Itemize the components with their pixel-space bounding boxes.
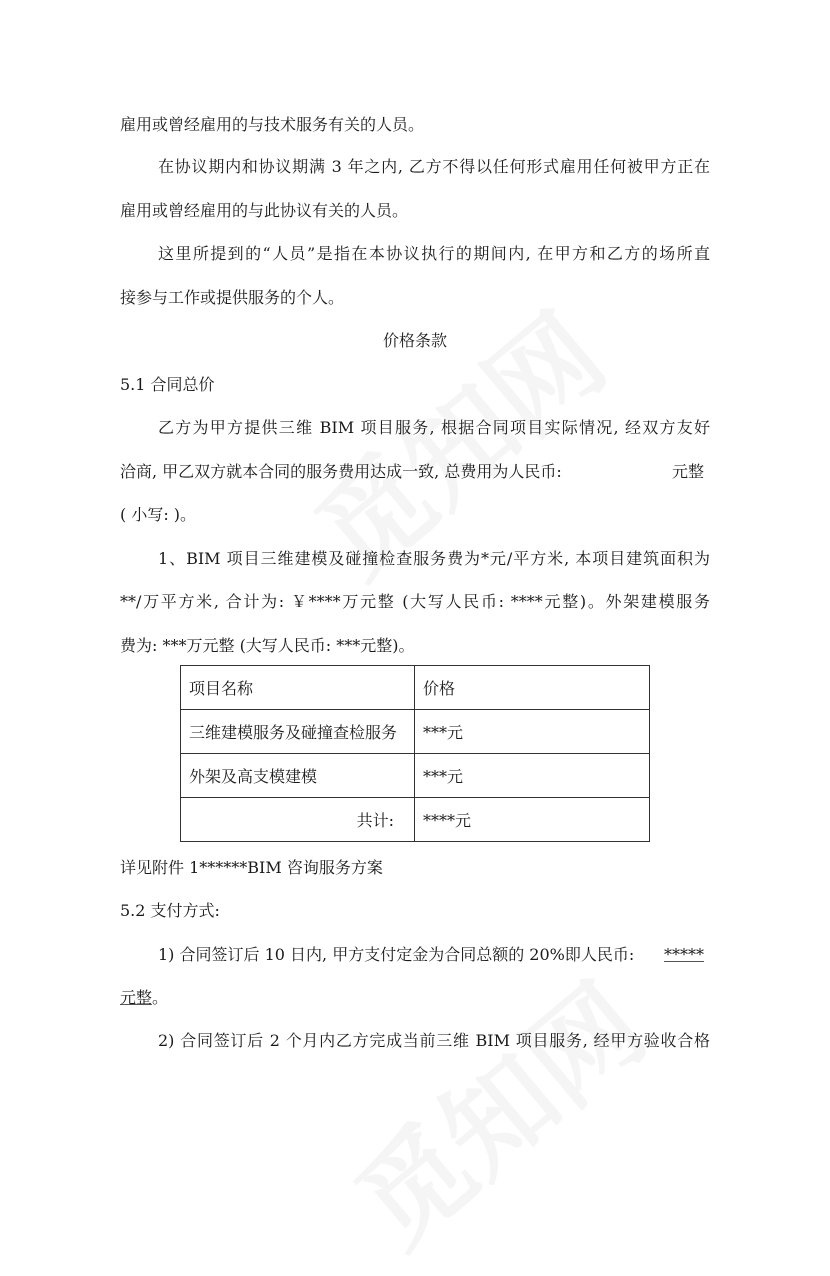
section-heading-5-2: 5.2 支付方式:: [120, 901, 220, 920]
table-total-value: ****元: [415, 798, 650, 842]
paragraph-line: 在协议期内和协议期满 3 年之内, 乙方不得以任何形式雇用任何被甲方正在: [158, 157, 710, 176]
currency-suffix: 元整: [671, 462, 704, 481]
paragraph-line: 雇用或曾经雇用的与技术服务有关的人员。: [120, 115, 425, 134]
table-cell: ***元: [415, 710, 650, 754]
list-item-line: **/万平方米, 合计为: ￥****万元整 (大写人民币: ****元整)。外架建模服务: [120, 592, 710, 611]
table-total-label: 共计:: [181, 798, 415, 842]
table-header-cell: 价格: [415, 666, 650, 710]
paragraph-text: 1) 合同签订后 10 日内, 甲方支付定金为合同总额的 20%即人民币:: [158, 945, 635, 964]
section-heading-5-1: 5.1 合同总价: [120, 375, 215, 394]
paragraph-text: 洽商, 甲乙双方就本合同的服务费用达成一致, 总费用为人民币:: [120, 462, 562, 481]
amount-unit: 元整: [120, 988, 153, 1007]
table-cell: ***元: [415, 754, 650, 798]
paragraph-line: 这里所提到的“人员”是指在本协议执行的期间内, 在甲方和乙方的场所直: [158, 244, 710, 263]
table-header-row: [181, 666, 650, 710]
table-row: [181, 710, 650, 754]
table-total-row: [181, 798, 650, 842]
amount-placeholder: *****: [664, 945, 704, 964]
paragraph-line: 雇用或曾经雇用的与此协议有关的人员。: [120, 201, 409, 220]
table-cell: 三维建模服务及碰撞查检服务: [181, 710, 415, 754]
section-title: 价格条款: [382, 331, 447, 350]
list-item: 2) 合同签订后 2 个月内乙方完成当前三维 BIM 项目服务, 经甲方验收合格: [158, 1031, 710, 1050]
list-item-line: [120, 987, 710, 1009]
attachment-note: 详见附件 1******BIM 咨询服务方案: [120, 858, 383, 877]
paragraph-line: [120, 461, 710, 483]
list-item-line: 费为: ***万元整 (大写人民币: ***元整)。: [120, 636, 415, 655]
list-item: 1、BIM 项目三维建模及碰撞检查服务费为*元/平方米, 本项目建筑面积为: [158, 549, 710, 568]
sentence-end: 。: [152, 988, 169, 1007]
paragraph-line: 乙方为甲方提供三维 BIM 项目服务, 根据合同项目实际情况, 经双方友好: [158, 418, 710, 437]
table-row: [181, 754, 650, 798]
table-header-cell: 项目名称: [181, 666, 415, 710]
list-item: [158, 944, 710, 966]
price-table: [180, 665, 650, 842]
table-cell: 外架及高支模建模: [181, 754, 415, 798]
paragraph-line: 接参与工作或提供服务的个人。: [120, 288, 345, 307]
paragraph-line: ( 小写: )。: [120, 505, 197, 524]
